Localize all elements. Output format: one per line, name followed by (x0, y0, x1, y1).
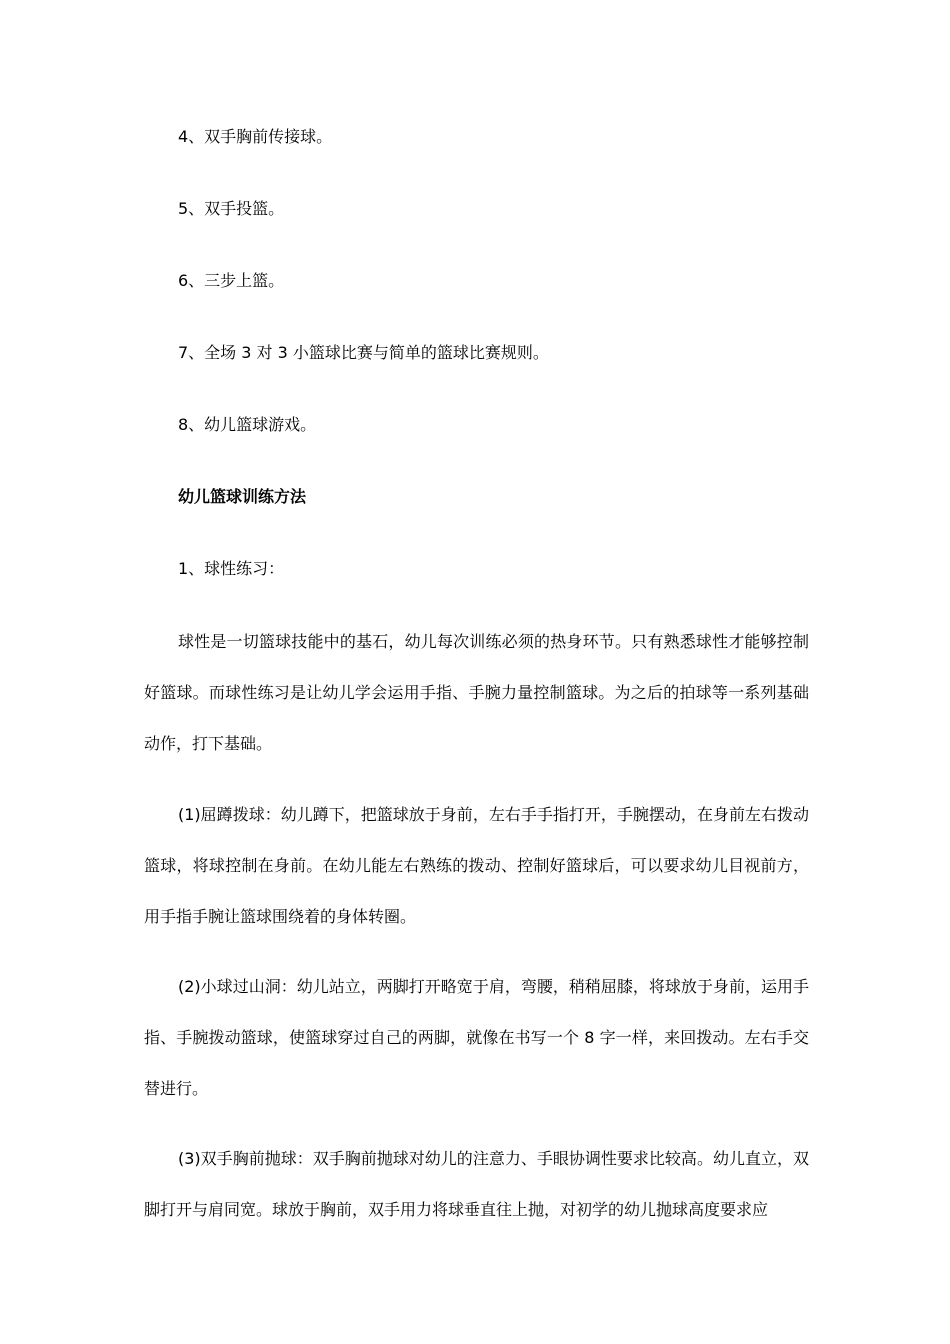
list-item-5: 5、双手投篮。 (178, 199, 285, 218)
list-item-7: 7、全场 3 对 3 小篮球比赛与简单的篮球比赛规则。 (178, 343, 549, 362)
list-item-4: 4、双手胸前传接球。 (178, 127, 333, 146)
list-item-6: 6、三步上篮。 (178, 271, 285, 290)
section-heading: 幼儿篮球训练方法 (178, 487, 307, 506)
paragraph-squat-dribble: (1)屈蹲拨球：幼儿蹲下，把篮球放于身前，左右手手指打开，手腕摆动，在身前左右拨动篮球，将球控制在身前。在幼儿能左右熟练的拨动、控制好篮球后，可以要求幼儿目视前方，用手指手腕让篮球围绕着的身体转圈。 (144, 805, 809, 926)
subheading-ball-feel: 1、球性练习： (178, 559, 285, 578)
paragraph-ball-feel: 球性是一切篮球技能中的基石，幼儿每次训练必须的热身环节。只有熟悉球性才能够控制好篮球。而球性练习是让幼儿学会运用手指、手腕力量控制篮球。为之后的拍球等一系列基础动作，打下基础。 (144, 632, 809, 753)
paragraph-chest-toss: (3)双手胸前抛球：双手胸前抛球对幼儿的注意力、手眼协调性要求比较高。幼儿直立，双脚打开与肩同宽。球放于胸前，双手用力将球垂直往上抛，对初学的幼儿抛球高度要求应 (144, 1149, 809, 1219)
list-item-8: 8、幼儿篮球游戏。 (178, 415, 317, 434)
paragraph-ball-through-tunnel: (2)小球过山洞：幼儿站立，两脚打开略宽于肩，弯腰，稍稍屈膝，将球放于身前，运用手指、手腕拨动篮球，使篮球穿过自己的两脚，就像在书写一个 8 字一样，来回拨动。左右手交替进行。 (144, 977, 809, 1098)
